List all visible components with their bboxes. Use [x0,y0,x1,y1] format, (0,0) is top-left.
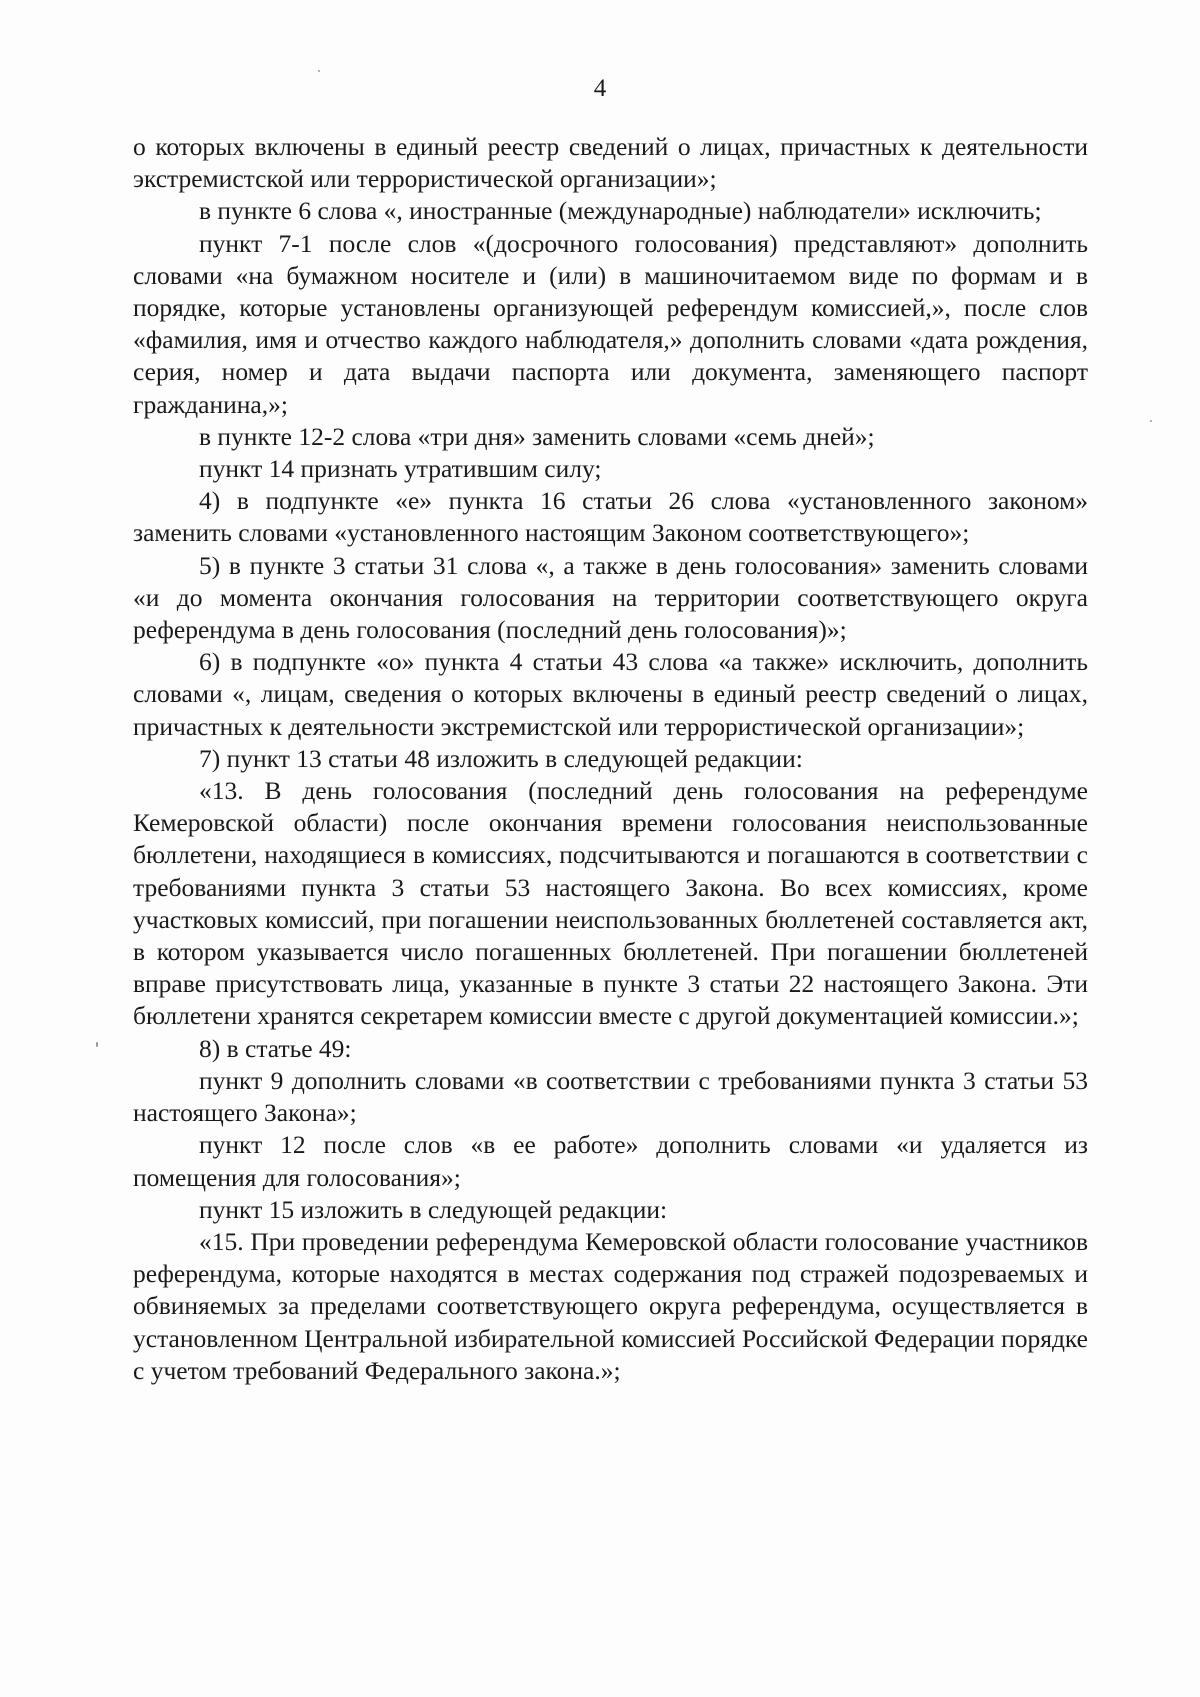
scan-speck [1150,420,1152,422]
document-body [133,131,1088,1387]
paragraph-item-14: пункт 14 признать утратившим силу; [199,454,602,484]
paragraph-article-49-item-15-intro: пункт 15 изложить в следующей редакции: [199,1194,668,1224]
paragraph-amendment-6: 6) в подпункте «о» пункта 4 статьи 43 слова «а также» исключить, дополнить словами «, лицам, сведения о которых включены в единый реестр сведений о лицах, причастных к деятельности экстремистской или террористической организации»; [133,647,1088,741]
paragraph-article-49-item-15: «15. При проведении референдума Кемеровской области голосование участников референдума, которые находятся в местах содержания под стражей подозреваемых и обвиняемых за пределами соответствующего округа референдума, осуществляется в установленном Центральной избирательной комиссией Российской Федерации порядке с учетом требований Федерального закона.»; [133,1226,1088,1385]
paragraph-amendment-8: 8) в статье 49: [199,1033,352,1063]
paragraph-article-49-item-12: пункт 12 после слов «в ее работе» дополнить словами «и удаляется из помещения для голосования»; [133,1130,1088,1192]
paragraph-continuation: о которых включены в единый реестр сведений о лицах, причастных к деятельности экстремистской или террористической организации»; [133,132,1088,194]
paragraph-article-49-item-9: пункт 9 дополнить словами «в соответствии с требованиями пункта 3 статьи 53 настоящего Закона»; [133,1065,1088,1128]
paragraph-amendment-7: 7) пункт 13 статьи 48 изложить в следующей редакции: [199,743,803,773]
scan-speck [318,70,320,72]
scan-speck [96,1042,98,1047]
paragraph-amendment-4: 4) в подпункте «е» пункта 16 статьи 26 слова «установленного законом» заменить словами «установленного настоящим Законом соответствующего»; [133,486,1088,548]
paragraph-item-12-2: в пункте 12-2 слова «три дня» заменить словами «семь дней»; [199,421,875,451]
paragraph-article-48-item-13: «13. В день голосования (последний день голосования на референдуме Кемеровской области) после окончания времени голосования неиспользованные бюллетени, находящиеся в комиссиях, подсчитываются и погашаются в соответствии с требованиями пункта 3 статьи 53 настоящего Закона. Во всех комиссиях, кроме участковых комиссий, при погашении неиспользованных бюллетеней составляется акт, в котором указывается число погашенных бюллетеней. При погашении бюллетеней вправе присутствовать лица, указанные в пункте 3 статьи 22 настоящего Закона. Эти бюллетени хранятся секретарем комиссии вместе с другой документацией комиссии.»; [133,776,1088,1031]
paragraph-amendment-5: 5) в пункте 3 статьи 31 слова «, а также в день голосования» заменить словами «и до момента окончания голосования на территории соответствующего округа референдума в день голосования (последний день голосования)»; [133,550,1088,645]
paragraph-item-7-1: пункт 7-1 после слов «(досрочного голосования) представляют» дополнить словами «на бумажном носителе и (или) в машиночитаемом виде по формам и в порядке, которые установлены организующей референдум комиссией,», после слов «фамилия, имя и отчество каждого наблюдателя,» дополнить словами «дата рождения, серия, номер и дата выдачи паспорта или документа, заменяющего паспорт гражданина,»; [133,228,1088,419]
paragraph-item-6: в пункте 6 слова «, иностранные (международные) наблюдатели» исключить; [199,196,1042,226]
page-number: 4 [593,75,607,102]
